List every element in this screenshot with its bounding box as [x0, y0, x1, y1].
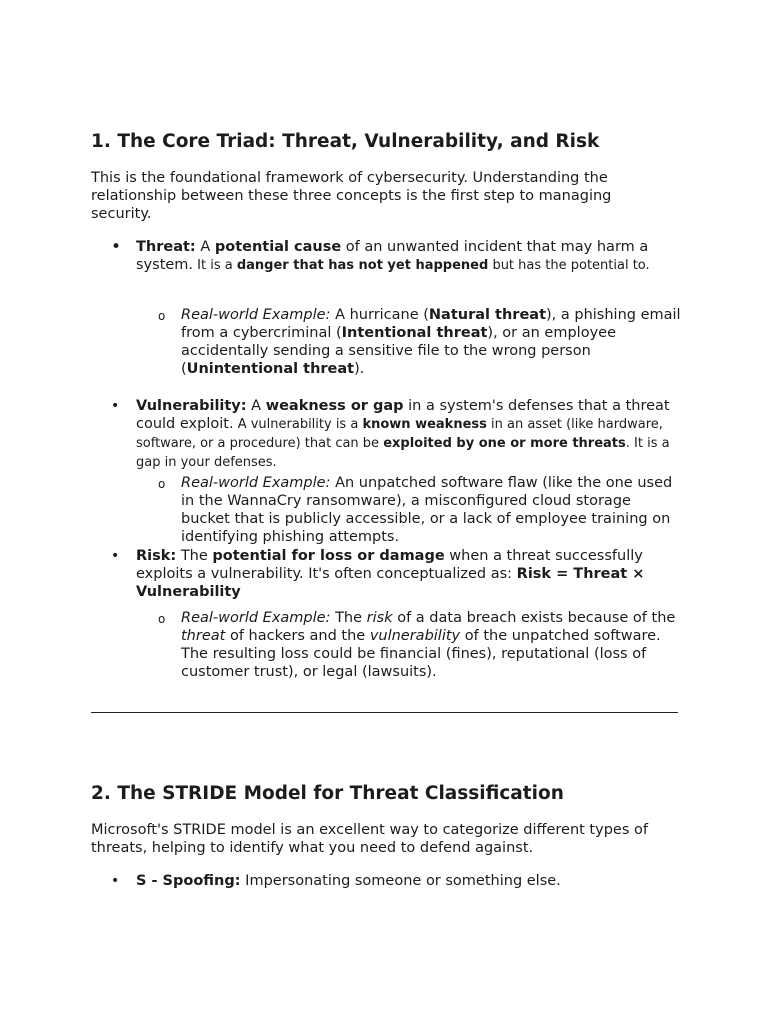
vulnerability-example: o Real-world Example: An unpatched software flaw (like the one used in the WannaCry ransomware), a misconfigured cloud storage bucket that is publicly accessible, or a lack of employee training on identifying phishing attempts.	[158, 475, 673, 545]
horizontal-rule	[91, 712, 678, 713]
bullet-icon: •	[111, 237, 122, 257]
list-item-threat: • Threat: A potential cause of an unwanted incident that may harm a system. It is a danger that has not yet happened but has the potential to.	[111, 237, 650, 273]
term-risk: Risk:	[136, 548, 177, 564]
example-label: Real-world Example:	[181, 610, 331, 626]
threat-example: o Real-world Example: A hurricane (Natural threat), a phishing email from a cybercriminal (Intentional threat), or an employee accidentally sending a sensitive file to the wrong person (Unintentional threat).	[158, 307, 681, 377]
sub-bullet-icon: o	[158, 309, 166, 323]
bullet-icon: •	[111, 873, 120, 889]
sub-bullet-icon: o	[158, 612, 166, 626]
sub-bullet-icon: o	[158, 477, 166, 491]
bullet-icon: •	[111, 398, 120, 414]
term-vulnerability: Vulnerability:	[136, 398, 247, 414]
list-item-vulnerability: • Vulnerability: A weakness or gap in a system's defenses that a threat could exploit. A vulnerability is a known weakness in an asset (like hardware, software, or a procedure) that can be exploited by one or more threats. It is a gap in your defenses.	[111, 398, 670, 470]
section-1-intro: This is the foundational framework of cybersecurity. Understanding the relationship between these three concepts is the first step to managing security.	[91, 170, 612, 222]
term-threat: Threat:	[136, 239, 196, 255]
example-label: Real-world Example:	[181, 475, 331, 491]
list-item-risk: • Risk: The potential for loss or damage when a threat successfully exploits a vulnerability. It's often conceptualized as: Risk = Threat × Vulnerability	[111, 548, 645, 600]
risk-example: o Real-world Example: The risk of a data breach exists because of the threat of hackers and the vulnerability of the unpatched software. The resulting loss could be financial (fines), reputational (loss of customer trust), or legal (lawsuits).	[158, 610, 676, 680]
term-spoofing: S - Spoofing:	[136, 873, 241, 889]
example-label: Real-world Example:	[181, 307, 331, 323]
list-item-spoofing: • S - Spoofing: Impersonating someone or something else.	[111, 873, 561, 889]
bullet-icon: •	[111, 548, 120, 564]
section-2-heading: 2. The STRIDE Model for Threat Classification	[91, 783, 564, 804]
section-2-intro: Microsoft's STRIDE model is an excellent way to categorize different types of threats, helping to identify what you need to defend against.	[91, 822, 648, 856]
section-1-heading: 1. The Core Triad: Threat, Vulnerability, and Risk	[91, 131, 600, 152]
